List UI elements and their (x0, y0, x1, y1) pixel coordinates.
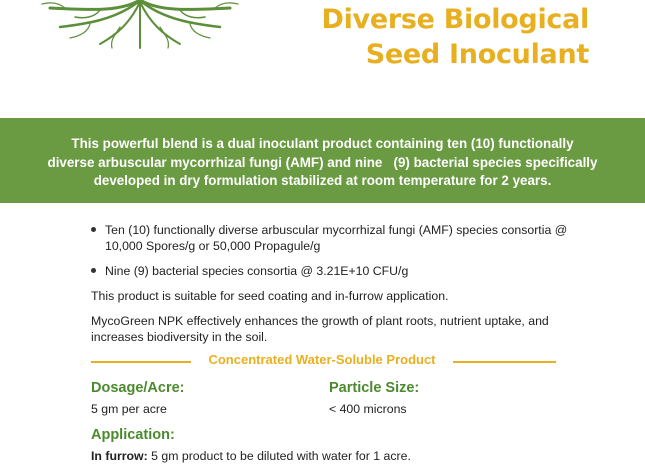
list-item-text: Ten (10) functionally diverse arbuscular mycorrhizal fungi (AMF) species consortia @ 10,000 Spores/g or 50,000 Propagule/g (105, 223, 568, 253)
banner-line-2: diverse arbuscular mycorrhizal fungi (AMF) and nine (9) bacterial species specifically (47, 154, 598, 170)
divider-label: Concentrated Water-Soluble Product (208, 352, 436, 367)
content-body (91, 222, 571, 354)
intro-banner (0, 118, 645, 203)
list-item (91, 263, 571, 279)
list-item-text: Nine (9) bacterial species consortia @ 3.21E+10 CFU/g (105, 264, 409, 278)
banner-line-3: developed in dry formulation stabilized at room temperature for 2 years. (93, 173, 552, 188)
benefits-paragraph: MycoGreen NPK effectively enhances the growth of plant roots, nutrient uptake, and increases biodiversity in the soil. (91, 314, 549, 344)
divider-line-right (453, 361, 556, 363)
dosage-heading: Dosage/Acre: (91, 380, 185, 396)
dosage-value: 5 gm per acre (91, 402, 167, 416)
list-item (91, 222, 571, 254)
page-title (321, 2, 589, 72)
section-divider (91, 352, 556, 368)
application-heading: Application: (91, 427, 175, 443)
application-text (91, 449, 411, 463)
particle-size-heading: Particle Size: (329, 380, 420, 396)
title-line-2: Seed Inoculant (365, 39, 589, 70)
bullet-icon (91, 227, 96, 232)
banner-line-1: This powerful blend is a dual inoculant product containing ten (10) functionally (71, 136, 574, 151)
bullet-icon (91, 268, 96, 273)
suitability-paragraph: This product is suitable for seed coating and in-furrow application. (91, 289, 449, 303)
in-furrow-label: In furrow: (91, 449, 148, 463)
title-line-1: Diverse Biological (321, 4, 589, 35)
particle-size-value: < 400 microns (329, 402, 407, 416)
divider-line-left (91, 361, 191, 363)
roots-icon (40, 0, 240, 50)
feature-list (91, 222, 571, 279)
in-furrow-text: 5 gm product to be diluted with water for 1 acre. (147, 449, 411, 463)
